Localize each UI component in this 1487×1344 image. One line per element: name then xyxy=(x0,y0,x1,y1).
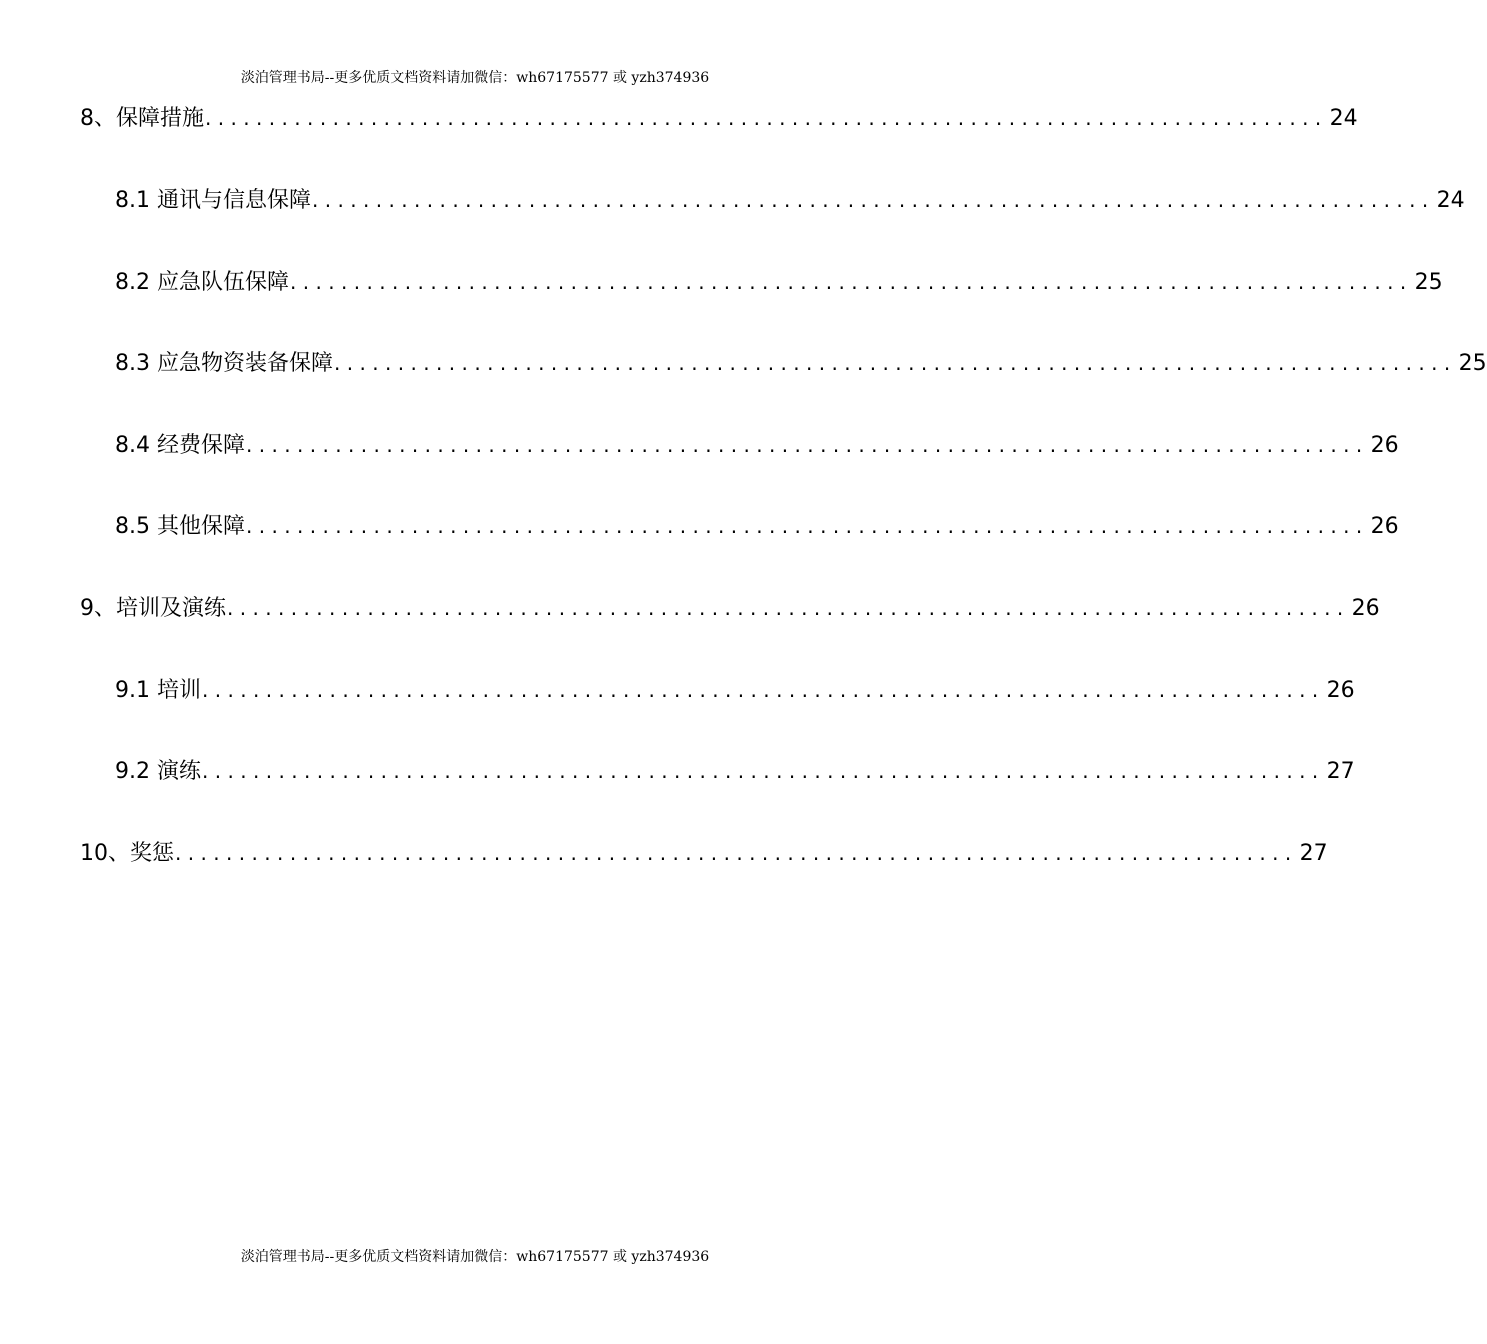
toc-entry-title: 9、培训及演练 xyxy=(80,596,226,621)
toc-entry-page-number: 25 xyxy=(1458,351,1487,376)
toc-entry-title: 8.1 通讯与信息保障 xyxy=(115,188,311,213)
toc-leader-dots: ........................................................................................ xyxy=(201,759,1325,783)
toc-entry[interactable] xyxy=(80,102,1358,134)
toc-entry-page-number: 26 xyxy=(1370,433,1399,458)
toc-leader-dots: ........................................................................................ xyxy=(227,596,1350,620)
toc-entry-title: 8.4 经费保障 xyxy=(115,433,245,458)
toc-leader-dots: ........................................................................................ xyxy=(333,351,1457,375)
toc-entry[interactable] xyxy=(115,755,1355,787)
page-footer: 淡泊管理书局--更多优质文档资料请加微信：wh67175577 或 yzh374936 xyxy=(240,1249,710,1265)
toc-entry-title: 8、保障措施 xyxy=(80,106,204,131)
toc-entry-page-number: 24 xyxy=(1436,188,1465,213)
toc-entry-title: 8.3 应急物资装备保障 xyxy=(115,351,333,376)
toc-entry-page-number: 27 xyxy=(1326,759,1355,784)
toc-entry-page-number: 25 xyxy=(1414,270,1443,295)
toc-entry-page-number: 24 xyxy=(1329,106,1358,131)
toc-entry-title: 9.2 演练 xyxy=(115,759,201,784)
toc-entry-title: 10、奖惩 xyxy=(80,841,174,866)
toc-leader-dots: ........................................................................................ xyxy=(205,106,1328,130)
toc-entry[interactable] xyxy=(115,429,1399,461)
toc-entry-title: 8.2 应急队伍保障 xyxy=(115,270,289,295)
toc-entry[interactable] xyxy=(115,510,1399,542)
toc-leader-dots: ........................................................................................ xyxy=(289,270,1413,294)
toc-entry-page-number: 27 xyxy=(1299,841,1328,866)
toc-leader-dots: ........................................................................................ xyxy=(201,678,1325,702)
toc-entry-title: 9.1 培训 xyxy=(115,678,201,703)
toc-entry[interactable] xyxy=(80,837,1328,869)
toc-leader-dots: ........................................................................................ xyxy=(175,841,1298,865)
toc-entry[interactable] xyxy=(115,674,1355,706)
toc-entry[interactable] xyxy=(115,266,1443,298)
toc-leader-dots: ........................................................................................ xyxy=(245,433,1369,457)
toc-entry-page-number: 26 xyxy=(1326,678,1355,703)
toc-entry-page-number: 26 xyxy=(1351,596,1380,621)
toc-entry-page-number: 26 xyxy=(1370,514,1399,539)
page-header: 淡泊管理书局--更多优质文档资料请加微信：wh67175577 或 yzh374936 xyxy=(240,70,710,86)
toc-leader-dots: ........................................................................................ xyxy=(311,188,1435,212)
toc-entry-title: 8.5 其他保障 xyxy=(115,514,245,539)
toc-leader-dots: ........................................................................................ xyxy=(245,514,1369,538)
toc-entry[interactable] xyxy=(115,184,1465,216)
toc-entry[interactable] xyxy=(80,592,1380,624)
toc-entry[interactable] xyxy=(115,347,1487,379)
